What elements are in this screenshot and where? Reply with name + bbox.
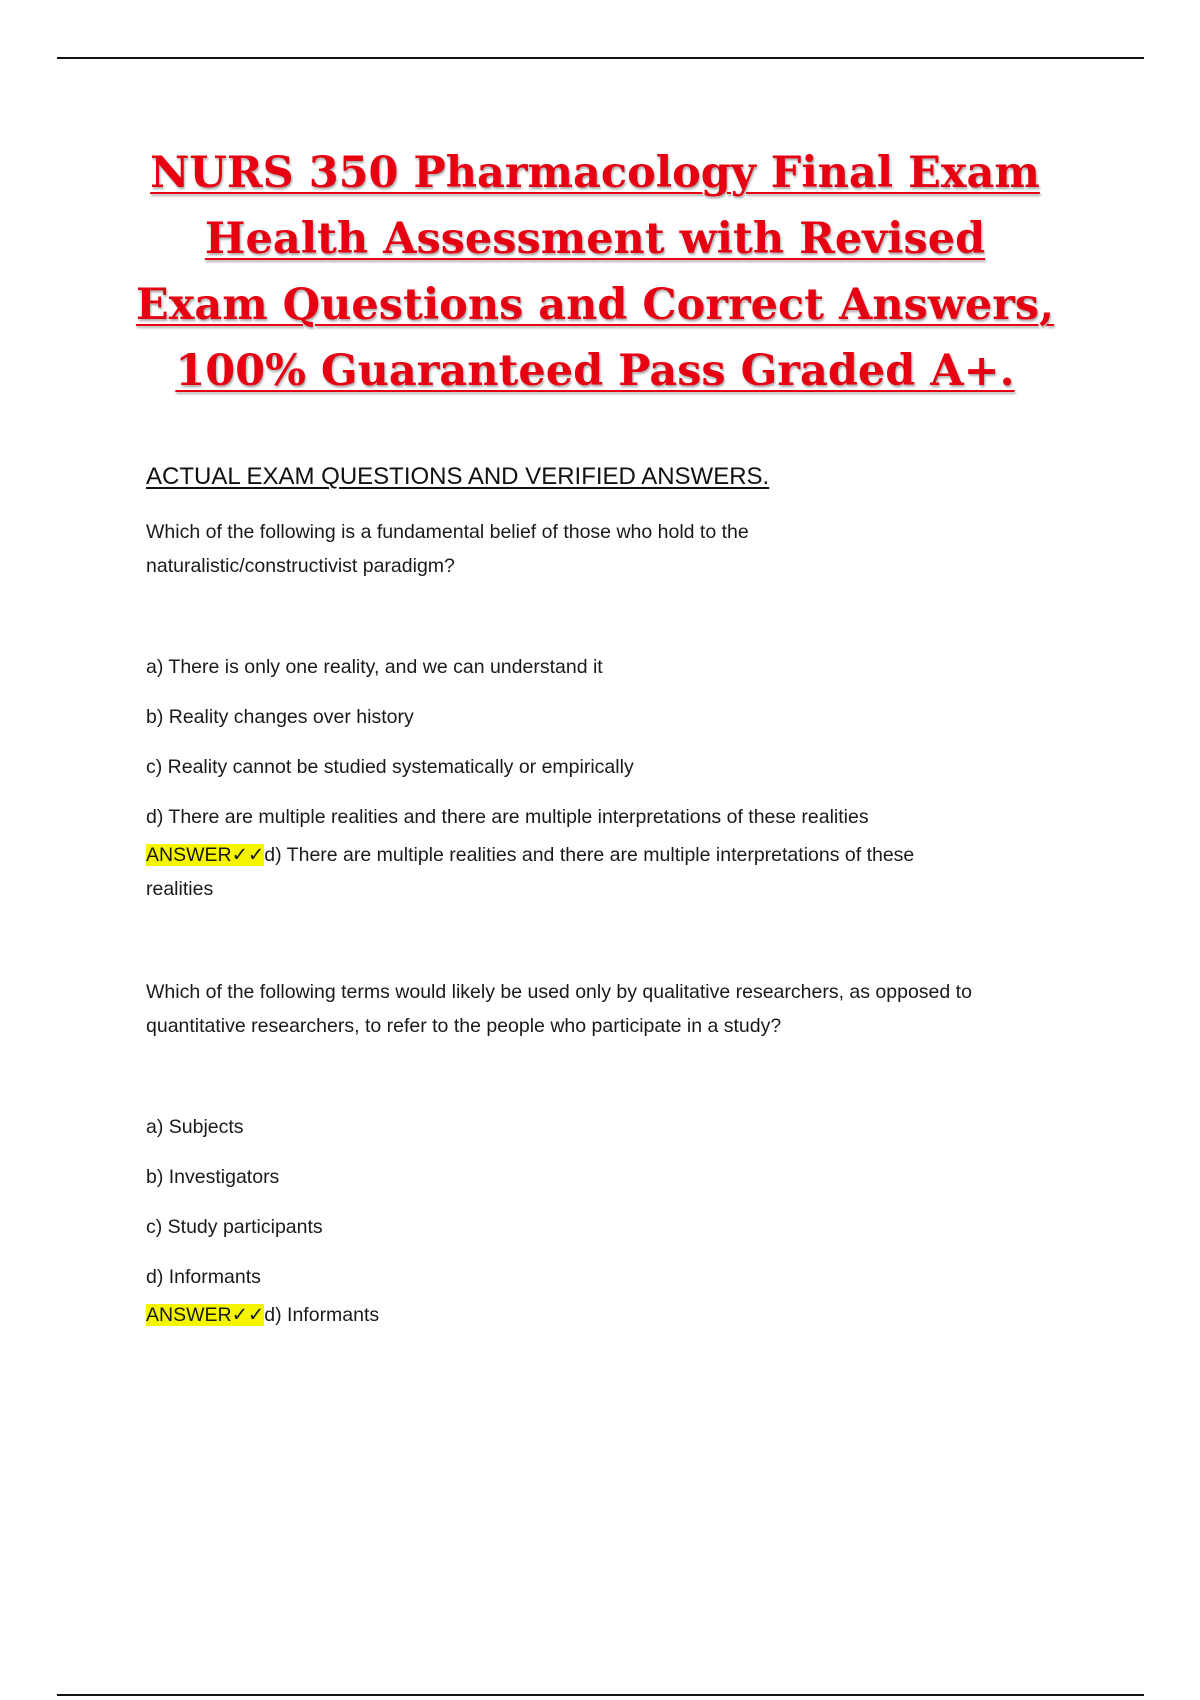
title-line: Health Assessment with Revised [204,214,986,264]
title-line: Exam Questions and Correct Answers, [135,280,1055,330]
question-2-option-a: a) Subjects [146,1116,244,1138]
answer-text: d) Informants [264,1304,380,1326]
question-2-option-d: d) Informants [146,1266,261,1288]
answer-line [146,1298,379,1332]
question-1-option-a: a) There is only one reality, and we can understand it [146,656,603,678]
answer-line: realities [146,878,214,900]
title-line: NURS 350 Pharmacology Final Exam [150,148,1040,198]
document-title [120,140,1070,404]
answer-text: d) There are multiple realities and there are multiple interpretations of these [264,844,915,866]
question-line: quantitative researchers, to refer to the people who participate in a study? [146,1015,782,1037]
question-1-option-c: c) Reality cannot be studied systematically or empirically [146,756,634,778]
question-1-option-d: d) There are multiple realities and there are multiple interpretations of these realities [146,806,869,828]
top-rule [57,57,1144,59]
question-line: Which of the following terms would likely be used only by qualitative researchers, as opposed to [146,981,972,1003]
answer-label: ANSWER✓✓ [146,844,265,866]
bottom-rule [57,1694,1144,1696]
question-2-option-c: c) Study participants [146,1216,323,1238]
question-2-answer [146,1298,379,1332]
question-1-option-b: b) Reality changes over history [146,706,414,728]
title-line: 100% Guaranteed Pass Graded A+. [175,346,1015,396]
question-2-text [146,975,972,1043]
question-2-option-b: b) Investigators [146,1166,280,1188]
section-heading: ACTUAL EXAM QUESTIONS AND VERIFIED ANSWERS. [146,463,770,490]
question-1-answer [146,838,914,906]
question-1-text [146,515,749,583]
question-line: Which of the following is a fundamental belief of those who hold to the [146,521,749,543]
answer-line [146,838,914,872]
answer-label: ANSWER✓✓ [146,1304,265,1326]
question-line: naturalistic/constructivist paradigm? [146,555,455,577]
